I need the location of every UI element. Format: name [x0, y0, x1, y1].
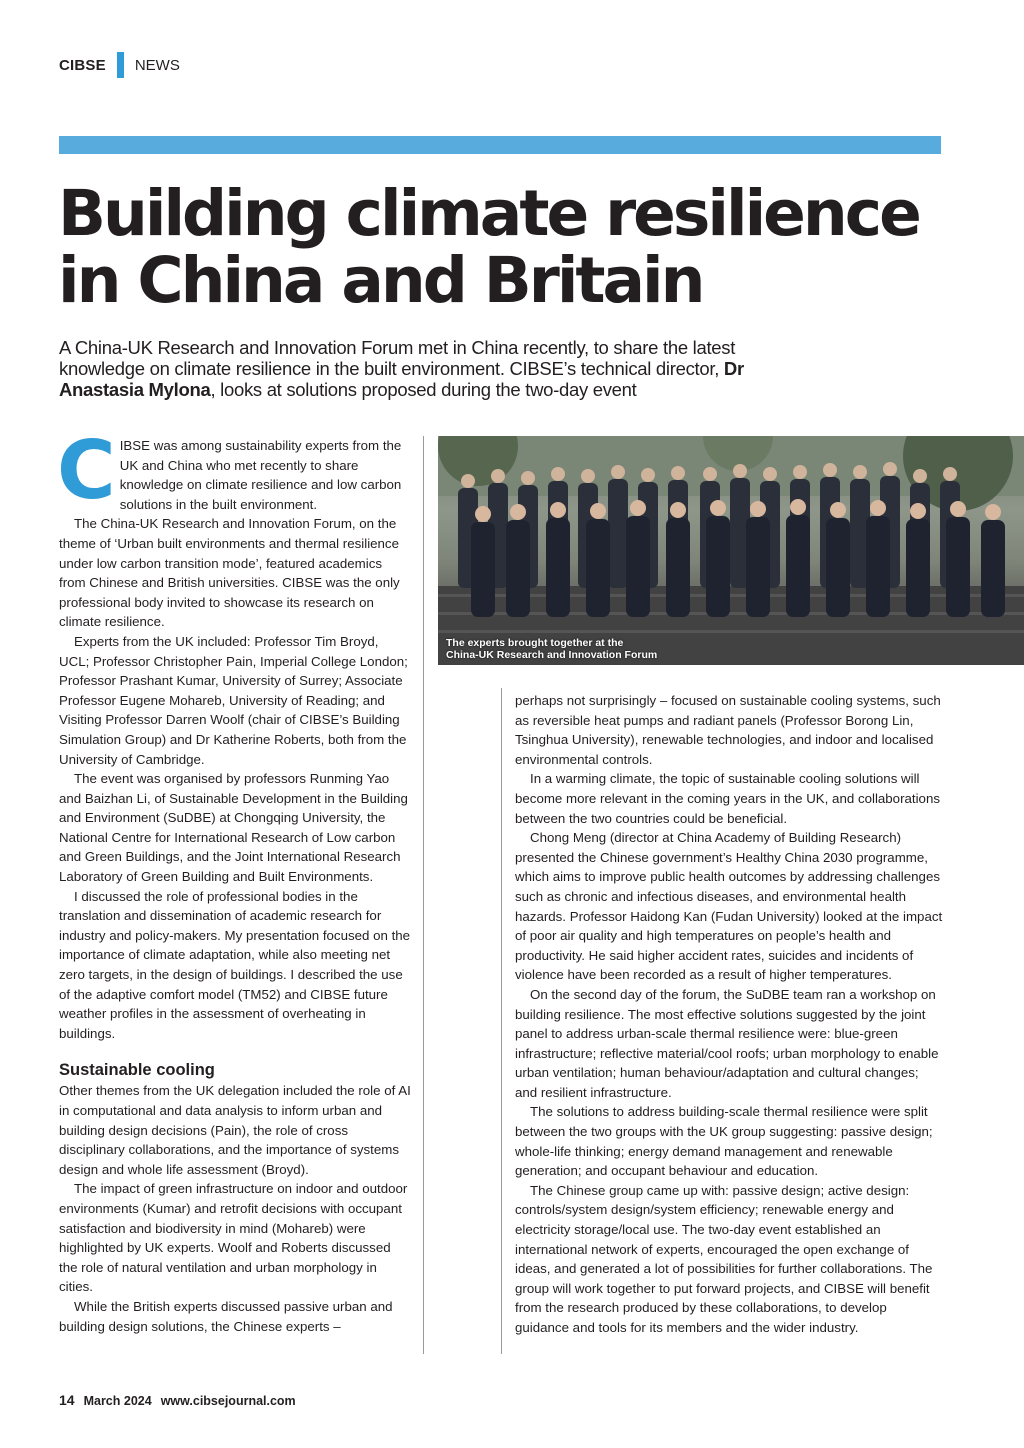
- paragraph-text: IBSE was among sustainability experts from the UK and China who met recently to share knowledge on climate resilience and low carbon solutions in the built environment.: [119, 438, 402, 512]
- page-footer: [59, 1392, 296, 1408]
- masthead: [59, 52, 180, 78]
- caption-line: The experts brought together at the: [446, 637, 624, 649]
- group-photo: [438, 436, 1024, 665]
- paragraph: Chong Meng (director at China Academy of Building Research) presented the Chinese government’s Healthy China 2030 programme, which aims to improve public health outcomes by addressing challenges such as chronic and infectious diseases, and environmental health hazards. Professor Haidong Kan (Fudan University) looked at the impact of poor air quality and high temperatures on people’s health and productivity. He said higher accident rates, suicides and incidents of violence have been recorded as a result of higher temperatures.: [515, 830, 943, 983]
- standfirst-author: Dr Anastasia Mylona: [59, 358, 744, 400]
- section-subheading: Sustainable cooling: [59, 1061, 215, 1080]
- issue-date: March 2024: [83, 1394, 152, 1408]
- paragraph: The Chinese group came up with: passive design; active design: controls/system design/system efficiency; renewable energy and electricity storage/local use. The two-day event established an international network of experts, encouraged the open exchange of ideas, and generated a lot of possibilities for further collaborations. The group will work together to put forward projects, and CIBSE will benefit from the research produced by these collaborations, to develop guidance and tools for its members and the wider industry.: [515, 1182, 933, 1335]
- title-accent-bar: [59, 136, 941, 154]
- paragraph: [57, 424, 411, 517]
- standfirst-text-end: , looks at solutions proposed during the two-day event: [210, 379, 637, 400]
- group-photo-illustration: [438, 436, 1024, 665]
- paragraph: In a warming climate, the topic of sustainable cooling solutions will become more relevant in the coming years in the UK, and collaborations between the two countries could be beneficial.: [515, 771, 940, 826]
- drop-cap: C: [57, 424, 116, 517]
- paragraph: Experts from the UK included: Professor Tim Broyd, UCL; Professor Christopher Pain, Imperial College London; Professor Prashant Kumar, University of Surrey; Associate Professor Eugene Mohareb, University of Reading; and Visiting Professor Darren Woolf (chair of CIBSE’s Building Simulation Group) and Dr Katherine Roberts, both from the University of Cambridge.: [59, 633, 408, 767]
- standfirst-text: A China-UK Research and Innovation Forum met in China recently, to share the latest knowledge on climate resilience in the built environment. CIBSE’s technical director,: [59, 337, 736, 379]
- page-number: 14: [59, 1392, 75, 1408]
- paragraph: On the second day of the forum, the SuDBE team ran a workshop on building resilience. The most effective solutions suggested by the joint panel to address urban-scale thermal resilience were: blue-green infrastructure; reflective material/cool roofs; urban morphology to enable urban ventilation; human behaviour/adaptation and cultural changes; and resilient infrastructure.: [515, 986, 939, 1100]
- brand-label: CIBSE: [59, 56, 106, 74]
- standfirst: [59, 337, 779, 400]
- article-column-right: [515, 691, 943, 1338]
- paragraph: While the British experts discussed passive urban and building design solutions, the Chinese experts –: [59, 1298, 393, 1334]
- paragraph: I discussed the role of professional bodies in the translation and dissemination of academic research for industry and policy-makers. My presentation focused on the importance of climate adaptation, while also meeting net zero targets, in the design of buildings. I described the use of the adaptive comfort model (TM52) and CIBSE future weather profiles in the assessment of overheating in buildings.: [59, 888, 411, 1041]
- caption-line: China-UK Research and Innovation Forum: [446, 649, 658, 661]
- column-divider: [423, 436, 424, 1354]
- website-link[interactable]: www.cibsejournal.com: [160, 1394, 296, 1408]
- paragraph: Other themes from the UK delegation included the role of AI in computational and data analysis to inform urban and building design decisions (Pain), the role of cross disciplinary collaborations, and the importance of systems design and whole life assessment (Broyd).: [59, 1083, 411, 1177]
- paragraph: The China-UK Research and Innovation Forum, on the theme of ‘Urban built environments and thermal resilience under low carbon transition mode’, featured academics from Chinese and British universities. CIBSE was the only professional body invited to showcase its research on climate resilience.: [59, 516, 400, 630]
- article-title: Building climate resilience in China and Britain: [58, 177, 919, 317]
- paragraph: perhaps not surprisingly – focused on sustainable cooling systems, such as reversible heat pumps and radiant panels (Professor Borong Lin, Tsinghua University), renewable technologies, and indoor and localised environmental controls.: [515, 693, 941, 767]
- photo-caption: [446, 637, 706, 661]
- section-label: NEWS: [134, 56, 180, 74]
- paragraph: The solutions to address building-scale thermal resilience were split between the two groups with the UK group suggesting: passive design; whole-life thinking; energy demand management and renewable generation; and occupant behaviour and education.: [515, 1104, 933, 1179]
- masthead-divider: [117, 52, 124, 78]
- column-divider: [501, 688, 502, 1354]
- paragraph: The event was organised by professors Runming Yao and Baizhan Li, of Sustainable Development in the Building and Environment (SuDBE) at Chongqing University, the National Centre for International Research of Low carbon and Green Buildings, and the Joint International Research Laboratory of Green Building and Built Environments.: [59, 771, 408, 885]
- paragraph: The impact of green infrastructure on indoor and outdoor environments (Kumar) and retrofit decisions with occupant satisfaction and biodiversity in mind (Mohareb) were highlighted by UK experts. Woolf and Roberts discussed the role of natural ventilation and urban morphology in cities.: [59, 1181, 408, 1295]
- article-column-left: [57, 424, 411, 1336]
